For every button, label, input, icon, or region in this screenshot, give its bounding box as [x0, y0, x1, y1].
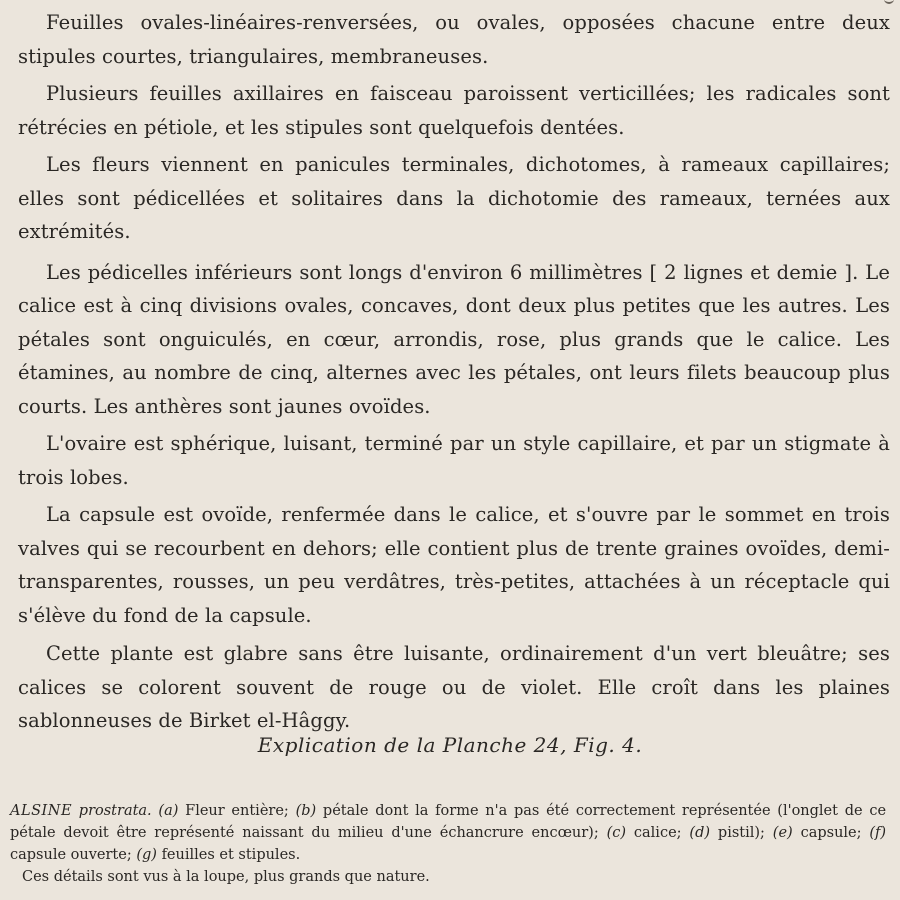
label-f: (f) — [869, 825, 887, 841]
genus-name: ALSINE — [10, 803, 73, 819]
note-e: capsule; — [800, 825, 862, 841]
paragraph-pedicels: Les pédicelles inférieurs sont longs d'environ 6 millimètres [ 2 lignes et demie ]. Le calice est à cinq divisions ovales, concaves, dont deux plus petites que les autres. Les pétales sont onguiculés, en cœur, arrondis, rose, plus grands que le calice. Les étamines, au nombre de cinq, alternes avec les pétales, ont leurs filets beaucoup plus courts. Les anthères sont jaunes ovoïdes. — [18, 260, 890, 418]
label-b: (b) — [295, 803, 317, 819]
page-corner-mark — [884, 0, 894, 4]
note-d: pistil); — [717, 825, 765, 841]
label-a: (a) — [158, 803, 179, 819]
plate-caption-title: Explication de la Planche 24, Fig. 4. — [257, 733, 643, 757]
body-text — [18, 6, 890, 738]
paragraph-plant-habitat: Cette plante est glabre sans être luisante, ordinairement d'un vert bleuâtre; ses calices se colorent souvent de rouge ou de violet. Elle croît dans les plaines sablonneuses de Birket el-Hâggy. — [18, 642, 890, 732]
plate-notes — [10, 800, 886, 888]
note-b: pétale dont la forme n'a pas été correctement représentée (l'onglet de ce pétale devoit être représenté naissant du milieu d'une échancrure encœur); — [10, 803, 887, 841]
label-e: (e) — [772, 825, 793, 841]
label-c: (c) — [606, 825, 627, 841]
label-g: (g) — [136, 847, 157, 863]
paragraph-capsule: La capsule est ovoïde, renfermée dans le calice, et s'ouvre par le sommet en trois valves qui se recourbent en dehors; elle contient plus de trente graines ovoïdes, demi-transparentes, rousses, un peu verdâtres, très-petites, attachées à un réceptacle qui s'élève du fond de la capsule. — [18, 503, 890, 627]
paragraph-flowers: Les fleurs viennent en panicules terminales, dichotomes, à rameaux capillaires; elles sont pédicellées et solitaires dans la dichotomie des rameaux, ternées aux extrémités. — [18, 153, 890, 243]
note-c: calice; — [633, 825, 682, 841]
note-g: feuilles et stipules. — [161, 847, 301, 863]
plate-notes-magnification: Ces détails sont vus à la loupe, plus grands que nature. — [22, 869, 430, 885]
plate-notes-first — [10, 800, 886, 866]
paragraph-leaves: Feuilles ovales-linéaires-renversées, ou ovales, opposées chacune entre deux stipules courtes, triangulaires, membraneuses. — [18, 11, 890, 68]
paragraph-axillary-leaves: Plusieurs feuilles axillaires en faisceau paroissent verticillées; les radicales sont rétrécies en pétiole, et les stipules sont quelquefois dentées. — [18, 82, 890, 139]
paragraph-ovary: L'ovaire est sphérique, luisant, terminé par un style capillaire, et par un stigmate à trois lobes. — [18, 432, 890, 489]
note-a: Fleur entière; — [185, 803, 289, 819]
species-name: prostrata. — [78, 803, 152, 819]
note-f: capsule ouverte; — [10, 847, 132, 863]
label-d: (d) — [689, 825, 711, 841]
